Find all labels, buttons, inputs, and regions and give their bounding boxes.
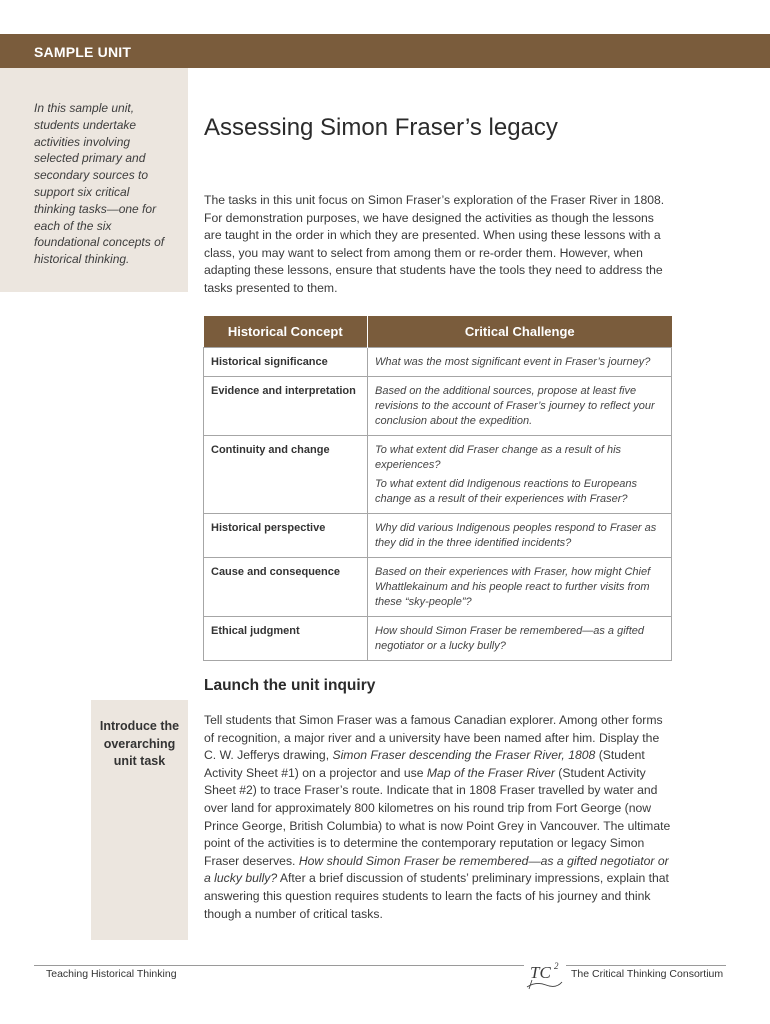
challenge-cell [368,514,672,558]
challenge-cell [368,558,672,617]
challenge-question: Based on the additional sources, propose at least five revisions to the account of Fraser’s journey to reflect your conclusion about the expedition. [375,385,655,427]
sidebar-intro-text: In this sample unit, students undertake activities involving selected primary and secondary sources to support six critical thinking tasks—one for each of the six foundational concepts of historical thinking. [34,101,165,267]
table-row [204,617,672,661]
table-row [204,436,672,514]
map-title: Map of the Fraser River [426,765,555,780]
launch-text-4: After a brief discussion of students’ preliminary impressions, explain that answering this question requires students to learn the facts of his journey and think though a number of critical tasks. [204,871,669,921]
concept-cell: Cause and consequence [204,558,368,617]
svg-text:TC: TC [530,963,551,982]
header-critical-challenge: Critical Challenge [368,316,672,348]
concept-cell: Evidence and interpretation [204,377,368,436]
inquiry-question: How should Simon Fraser be remembered—as a gifted negotiator or a lucky bully? [204,853,669,886]
tc2-logo-icon [524,958,566,992]
launch-text-1: Tell students that Simon Fraser was a famous Canadian explorer. Among other forms of recognition, a major river and a university have been named after him. Display the C. W. Jefferys drawing, [204,713,663,763]
footer-divider [34,965,726,966]
svg-text:2: 2 [554,961,559,971]
challenge-question: How should Simon Fraser be remembered—as a gifted negotiator or a lucky bully? [375,625,645,652]
header-historical-concept: Historical Concept [204,316,368,348]
challenge-cell [368,617,672,661]
challenge-cell [368,348,672,377]
footer-organization: The Critical Thinking Consortium [571,968,724,980]
challenge-question: Why did various Indigenous peoples respond to Fraser as they did in the three identified incidents? [375,522,657,549]
launch-heading: Launch the unit inquiry [204,677,376,694]
table-row [204,558,672,617]
challenge-cell [368,436,672,514]
table-row [204,377,672,436]
sidebar-intro-box [0,68,188,292]
challenge-cell [368,377,672,436]
table-row [204,348,672,377]
challenge-question: Based on their experiences with Fraser, how might Chief Whattlekainum and his people react to further visits from these “sky-people”? [375,566,651,608]
challenge-question: To what extent did Indigenous reactions to Europeans change as a result of their experiences with Fraser? [375,478,637,505]
sidebar-note-box [91,700,188,940]
launch-text-3: (Student Activity Sheet #2) to trace Fraser’s route. Indicate that in 1808 Fraser travelled by water and over land for approximately 800 kilometres on his round trip from Fort George (now Prince George, British Columbia) to what is now Point Grey in Vancouver. The ultimate point of the activities is to determine the contemporary reputation or legacy Simon Fraser deserves. [204,765,671,868]
sidebar-note-text: Introduce the overarching unit task [99,719,180,768]
challenge-question: What was the most significant event in Fraser’s journey? [375,356,651,368]
launch-paragraph [204,712,674,923]
page-title: Assessing Simon Fraser’s legacy [204,114,558,141]
table-row [204,514,672,558]
jefferys-drawing-title: Simon Fraser descending the Fraser River, 1808 [332,748,596,763]
concept-table [203,316,672,661]
tc2-logo [524,958,566,992]
table-header-row [204,316,672,348]
footer-publication: Teaching Historical Thinking [46,968,177,980]
concept-cell: Historical significance [204,348,368,377]
intro-paragraph: The tasks in this unit focus on Simon Fraser’s exploration of the Fraser River in 1808. For demonstration purposes, we have designed the activities as though the lessons are taught in the order in which they are presented. When using these lessons with a class, you may want to select from among them or re-order them. However, when adapting these lessons, ensure that students have the tools they need to address the tasks presented to them. [204,193,665,295]
challenge-question: To what extent did Fraser change as a result of his experiences? [375,444,622,471]
banner-label: SAMPLE UNIT [34,44,132,60]
sample-unit-banner [0,34,770,68]
concept-cell: Continuity and change [204,436,368,514]
launch-text-2: (Student Activity Sheet #1) on a projector and use [204,748,645,780]
concept-cell: Ethical judgment [204,617,368,661]
concept-cell: Historical perspective [204,514,368,558]
